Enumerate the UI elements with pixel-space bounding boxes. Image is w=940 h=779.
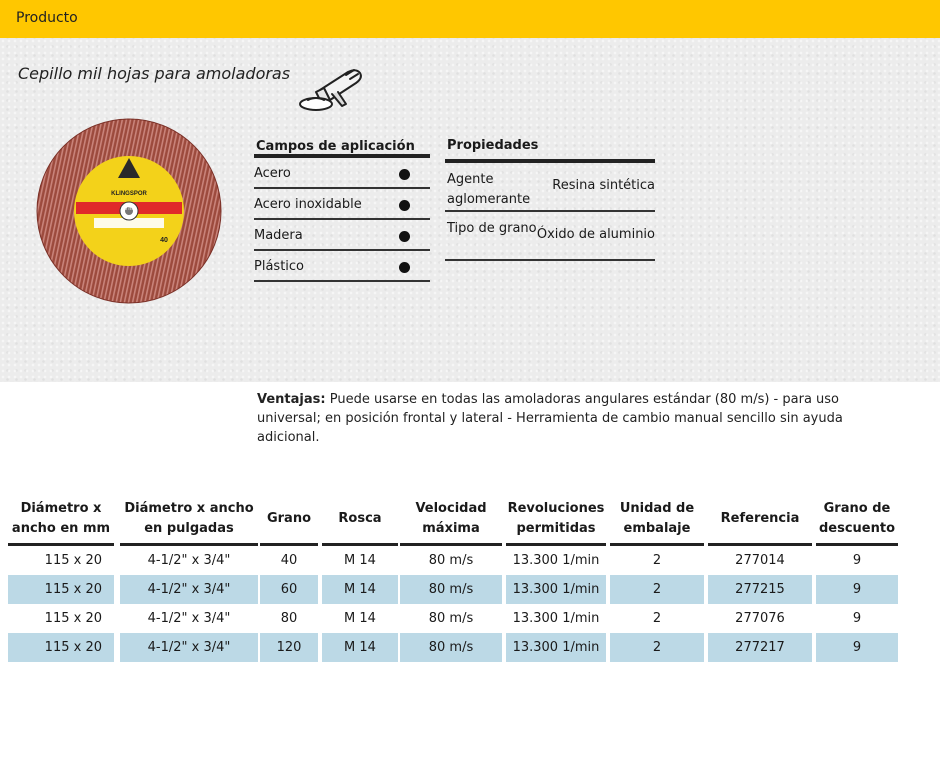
col-rpm-header bbox=[506, 494, 606, 546]
table-cell: 4-1/2" x 3/4" bbox=[120, 633, 258, 662]
table-cell: 13.300 1/min bbox=[506, 575, 606, 604]
table-cell: 2 bbox=[652, 553, 662, 568]
property-row bbox=[445, 163, 655, 212]
header-label: Unidad de embalaje bbox=[619, 500, 695, 536]
bullet-icon bbox=[399, 262, 410, 273]
table-cell: 13.300 1/min bbox=[512, 611, 600, 626]
header-label: Velocidad máxima bbox=[415, 500, 487, 536]
angle-grinder-icon bbox=[296, 64, 366, 120]
table-cell: 80 m/s bbox=[400, 633, 502, 662]
table-cell: 9 bbox=[816, 575, 898, 604]
header-label: Rosca bbox=[338, 510, 382, 526]
table-cell: 4-1/2" x 3/4" bbox=[147, 553, 231, 568]
flap-disc-image bbox=[36, 118, 222, 304]
application-row bbox=[254, 220, 430, 251]
table-cell: M 14 bbox=[344, 553, 376, 568]
property-key: Agente aglomerante bbox=[447, 172, 531, 207]
table-cell[interactable]: 277014 bbox=[735, 553, 785, 568]
col-max-speed-header bbox=[400, 494, 502, 546]
table-cell: 9 bbox=[816, 633, 898, 662]
property-value: Resina sintética bbox=[552, 178, 655, 193]
application-row bbox=[254, 158, 430, 189]
application-label: Acero inoxidable bbox=[254, 197, 362, 212]
application-label: Acero bbox=[254, 166, 291, 181]
bullet-icon bbox=[399, 200, 410, 211]
header-label: Grano bbox=[266, 510, 312, 526]
table-cell: 13.300 1/min bbox=[506, 633, 606, 662]
disc-speed-label: 80 m/s bbox=[121, 206, 137, 212]
table-cell: 2 bbox=[652, 611, 662, 626]
property-key: Tipo de grano bbox=[447, 221, 537, 236]
col-diameter-in-header bbox=[120, 494, 258, 546]
table-cell: 80 m/s bbox=[428, 553, 474, 568]
properties-section bbox=[445, 135, 655, 261]
product-title: Cepillo mil hojas para amoladoras bbox=[18, 64, 291, 83]
table-cell: M 14 bbox=[344, 611, 376, 626]
table-cell[interactable]: 277217 bbox=[708, 633, 812, 662]
table-cell: 60 bbox=[260, 575, 318, 604]
table-cell: 80 m/s bbox=[400, 575, 502, 604]
table-cell: 115 x 20 bbox=[44, 553, 102, 568]
table-cell: 115 x 20 bbox=[8, 575, 114, 604]
advantages-body: Puede usarse en todas las amoladoras angulares estándar (80 m/s) - para uso universal; en posición frontal y lateral - Herramienta de cambio manual sencillo sin ayuda adicional. bbox=[257, 392, 843, 445]
application-fields bbox=[254, 138, 430, 282]
table-cell: 4-1/2" x 3/4" bbox=[120, 575, 258, 604]
header-label: Diámetro x ancho en pulgadas bbox=[124, 500, 254, 536]
advantages-label: Ventajas: bbox=[257, 392, 326, 407]
bullet-icon bbox=[399, 231, 410, 242]
disc-grit-label: 40 bbox=[160, 237, 168, 244]
application-row bbox=[254, 189, 430, 220]
application-label: Plástico bbox=[254, 259, 305, 274]
disc-brand-label: KLINGSPOR bbox=[111, 191, 147, 197]
header-bar bbox=[0, 0, 940, 38]
header-label: Diámetro x ancho en mm bbox=[11, 500, 111, 536]
col-discount-grit-header bbox=[816, 494, 898, 546]
table-cell: 4-1/2" x 3/4" bbox=[147, 611, 231, 626]
col-grit-header bbox=[260, 494, 318, 546]
table-cell[interactable]: 277076 bbox=[735, 611, 785, 626]
advantages-text bbox=[257, 390, 857, 447]
property-value: Óxido de aluminio bbox=[536, 227, 655, 242]
application-label: Madera bbox=[254, 228, 303, 243]
table-cell: 2 bbox=[610, 575, 704, 604]
table-cell: 2 bbox=[610, 633, 704, 662]
table-cell: 40 bbox=[280, 553, 298, 568]
table-cell: 115 x 20 bbox=[8, 633, 114, 662]
table-cell: 13.300 1/min bbox=[512, 553, 600, 568]
col-diameter-mm-header bbox=[8, 494, 114, 546]
table-cell: M 14 bbox=[322, 633, 398, 662]
header-label: Grano de descuento bbox=[818, 500, 896, 536]
header-title: Producto bbox=[16, 10, 78, 26]
table-cell: M 14 bbox=[322, 575, 398, 604]
table-cell: 115 x 20 bbox=[44, 611, 102, 626]
application-heading: Campos de aplicación bbox=[254, 138, 430, 158]
table-cell: 9 bbox=[852, 611, 862, 626]
properties-heading: Propiedades bbox=[445, 135, 655, 163]
table-cell[interactable]: 277215 bbox=[708, 575, 812, 604]
table-cell: 80 m/s bbox=[428, 611, 474, 626]
property-row bbox=[445, 212, 655, 261]
col-reference-header bbox=[708, 494, 812, 546]
bullet-icon bbox=[399, 169, 410, 180]
header-label: Referencia bbox=[720, 510, 800, 526]
col-pack-unit-header bbox=[610, 494, 704, 546]
header-label: Revoluciones permitidas bbox=[507, 500, 605, 536]
table-cell: 80 bbox=[280, 611, 298, 626]
table-cell: 9 bbox=[852, 553, 862, 568]
table-cell: 120 bbox=[260, 633, 318, 662]
application-row bbox=[254, 251, 430, 282]
col-thread-header bbox=[322, 494, 398, 546]
